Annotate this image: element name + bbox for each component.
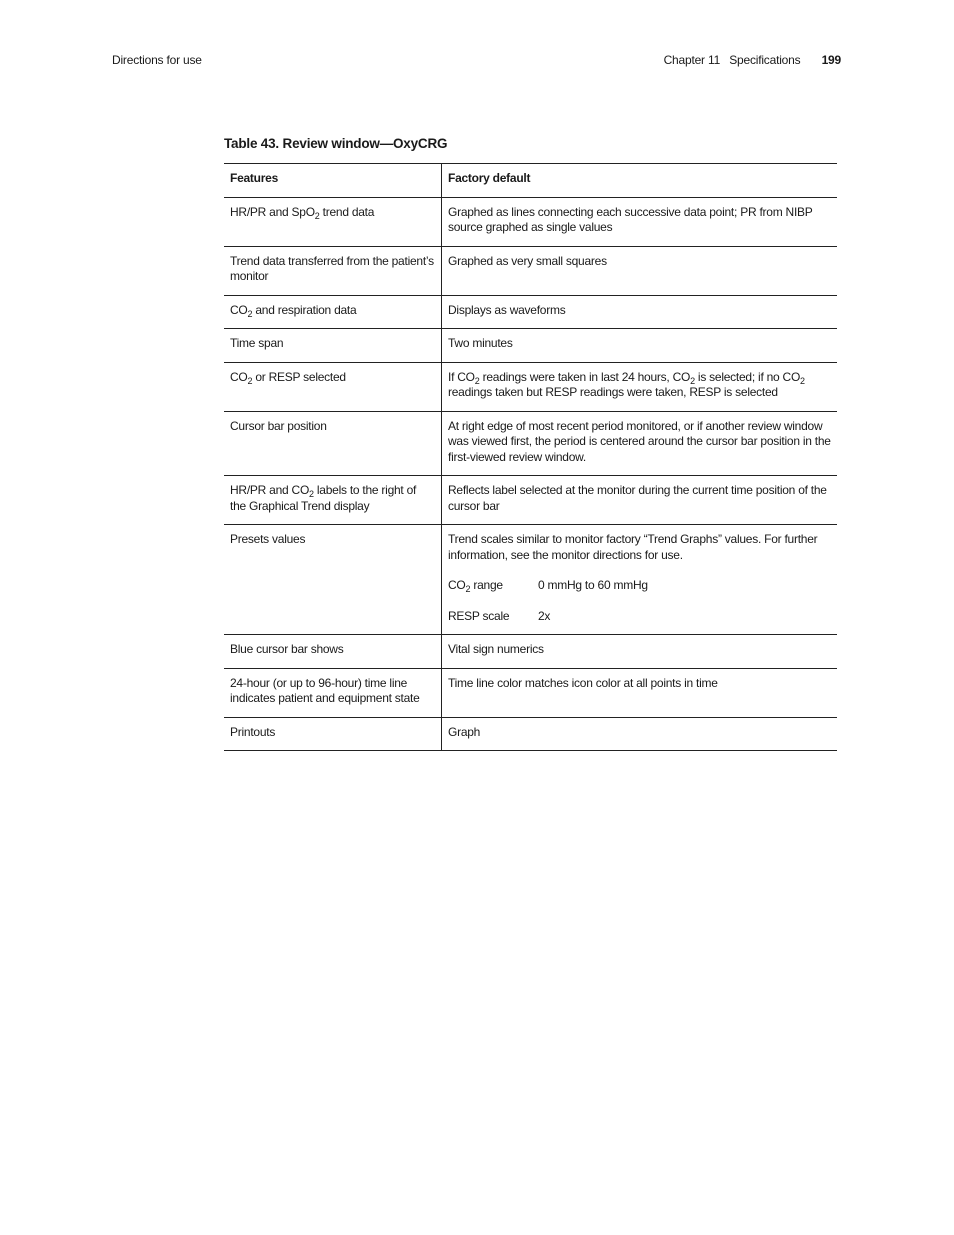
page-number: 199 [821, 53, 841, 67]
table-row [224, 411, 837, 476]
table-row [224, 525, 837, 635]
table-row [224, 329, 837, 363]
default-cell: Graphed as lines connecting each successive data point; PR from NIBP source graphed as single values [442, 197, 838, 246]
preset-row [448, 578, 831, 594]
default-cell [442, 525, 838, 635]
feature-cell: HR/PR and $CO_2$ labels to the right of the Graphical Trend display [224, 476, 442, 525]
default-cell: Displays as waveforms [442, 295, 838, 329]
feature-cell: 24-hour (or up to 96-hour) time line indicates patient and equipment state [224, 668, 442, 717]
feature-cell: Printouts [224, 717, 442, 751]
feature-cell: Cursor bar position [224, 411, 442, 476]
feature-cell: Blue cursor bar shows [224, 635, 442, 669]
feature-cell: HR/PR and SpO$_2$ trend data [224, 197, 442, 246]
preset-row [448, 609, 831, 625]
default-cell: Graph [442, 717, 838, 751]
table-row [224, 668, 837, 717]
default-cell: Two minutes [442, 329, 838, 363]
default-cell: Graphed as very small squares [442, 246, 838, 295]
feature-cell: Presets values [224, 525, 442, 635]
column-header-features: Features [224, 164, 442, 198]
feature-cell: $CO_2$ or RESP selected [224, 362, 442, 411]
feature-cell: $CO_2$ and respiration data [224, 295, 442, 329]
table-row [224, 717, 837, 751]
table-header-row [224, 164, 837, 198]
feature-cell: Time span [224, 329, 442, 363]
table-row [224, 476, 837, 525]
preset-value: 2x [538, 608, 551, 623]
column-header-factory-default: Factory default [442, 164, 838, 198]
table-row [224, 635, 837, 669]
default-cell: If $CO_2$ readings were taken in last 24 hours, $CO_2$ is selected; if no $CO_2$ readings taken but RESP readings were taken, RESP is selected [442, 362, 838, 411]
default-cell: Vital sign numerics [442, 635, 838, 669]
table-row [224, 362, 837, 411]
preset-value: 0 mmHg to 60 mmHg [538, 578, 648, 592]
document-title: Directions for use [112, 53, 202, 67]
presets-intro: Trend scales similar to monitor factory “Trend Graphs” values. For further information, see the monitor directions for use. [448, 532, 818, 562]
preset-label: $CO_2$ range [448, 578, 503, 594]
default-cell: Reflects label selected at the monitor during the current time position of the cursor bar [442, 476, 838, 525]
running-header [112, 53, 841, 69]
table-caption: Table 43. Review window—OxyCRG [224, 136, 448, 151]
section-label: Specifications [729, 53, 801, 67]
preset-label: RESP scale [448, 608, 510, 623]
table-row [224, 246, 837, 295]
review-window-table [224, 163, 837, 751]
table-row [224, 295, 837, 329]
table-row [224, 197, 837, 246]
feature-cell: Trend data transferred from the patient’s monitor [224, 246, 442, 295]
default-cell: Time line color matches icon color at all points in time [442, 668, 838, 717]
chapter-info [664, 53, 841, 67]
chapter-label: Chapter 11 [663, 53, 721, 67]
default-cell: At right edge of most recent period monitored, or if another review window was viewed first, the period is centered around the cursor bar position in the first-viewed review window. [442, 411, 838, 476]
